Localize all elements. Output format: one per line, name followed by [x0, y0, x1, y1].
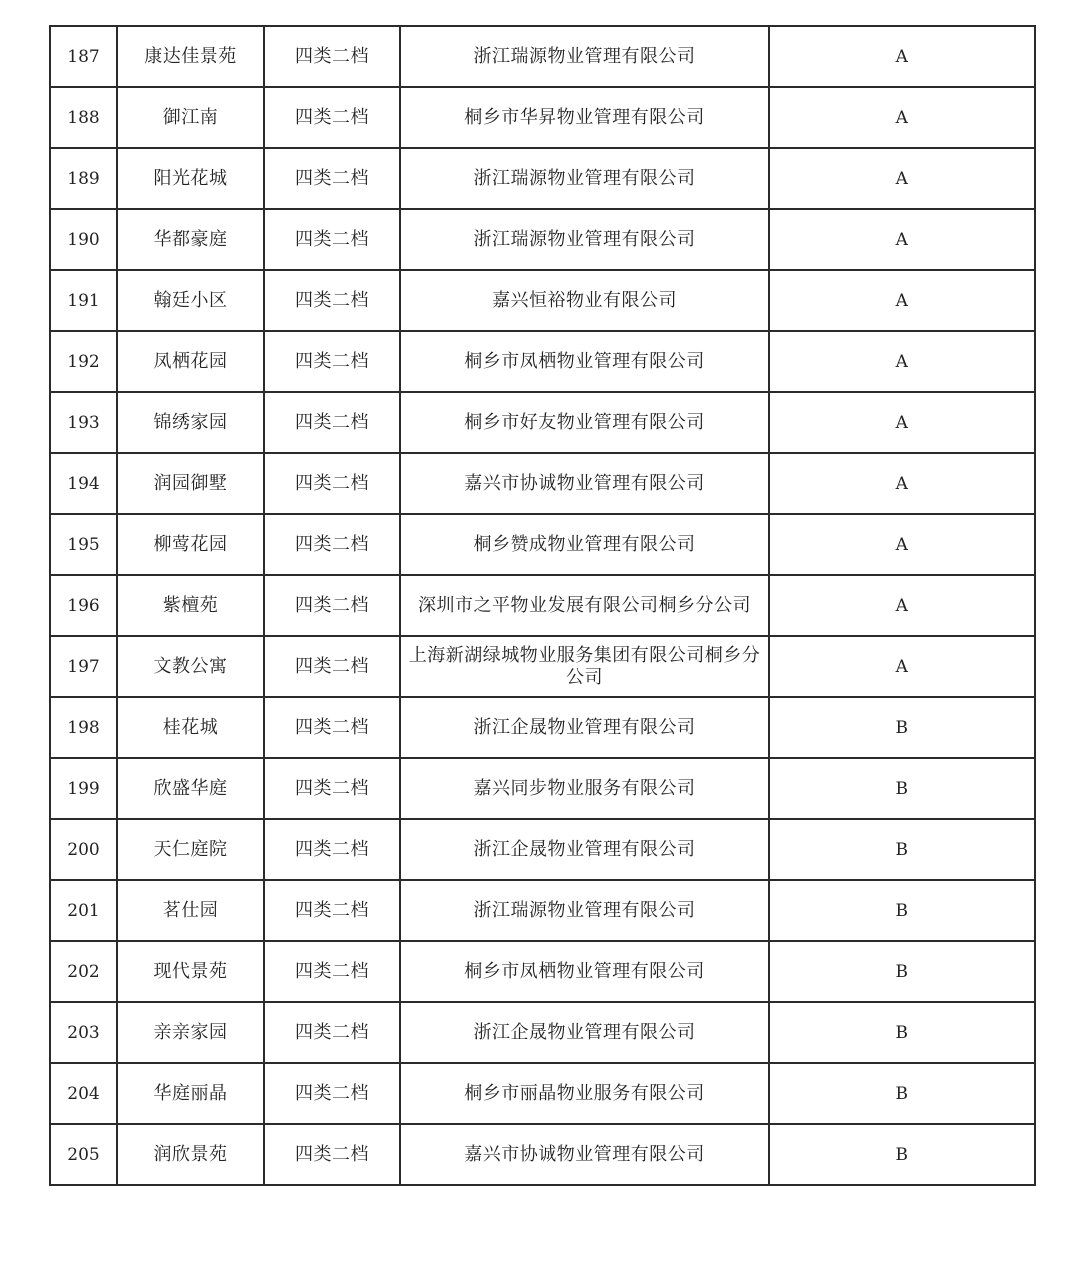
property-company-cell: 浙江企晟物业管理有限公司	[400, 697, 769, 758]
table-row	[50, 453, 1035, 514]
row-number-cell: 189	[50, 148, 117, 209]
community-name-cell: 御江南	[117, 87, 264, 148]
row-number-cell: 198	[50, 697, 117, 758]
row-number-cell: 193	[50, 392, 117, 453]
table-row	[50, 1002, 1035, 1063]
property-company-cell: 桐乡市凤栖物业管理有限公司	[400, 331, 769, 392]
table-row	[50, 880, 1035, 941]
property-company-cell: 桐乡赞成物业管理有限公司	[400, 514, 769, 575]
community-name-cell: 翰廷小区	[117, 270, 264, 331]
row-number-cell: 187	[50, 26, 117, 87]
grade-cell: A	[769, 514, 1035, 575]
property-company-cell: 桐乡市丽晶物业服务有限公司	[400, 1063, 769, 1124]
category-cell: 四类二档	[264, 514, 400, 575]
property-company-cell: 桐乡市凤栖物业管理有限公司	[400, 941, 769, 1002]
community-name-cell: 文教公寓	[117, 636, 264, 697]
grade-cell: A	[769, 26, 1035, 87]
grade-cell: A	[769, 453, 1035, 514]
grade-cell: A	[769, 331, 1035, 392]
table-row	[50, 392, 1035, 453]
row-number-cell: 204	[50, 1063, 117, 1124]
category-cell: 四类二档	[264, 453, 400, 514]
table-row	[50, 87, 1035, 148]
community-name-cell: 紫檀苑	[117, 575, 264, 636]
row-number-cell: 191	[50, 270, 117, 331]
property-company-cell: 嘉兴市协诚物业管理有限公司	[400, 453, 769, 514]
grade-cell: A	[769, 87, 1035, 148]
category-cell: 四类二档	[264, 26, 400, 87]
category-cell: 四类二档	[264, 819, 400, 880]
table-body	[50, 26, 1035, 1185]
property-company-cell: 上海新湖绿城物业服务集团有限公司桐乡分公司	[400, 636, 769, 697]
community-name-cell: 阳光花城	[117, 148, 264, 209]
table-row	[50, 941, 1035, 1002]
property-company-cell: 嘉兴市协诚物业管理有限公司	[400, 1124, 769, 1185]
row-number-cell: 192	[50, 331, 117, 392]
table-row	[50, 1063, 1035, 1124]
table-row	[50, 819, 1035, 880]
community-name-cell: 现代景苑	[117, 941, 264, 1002]
table-row	[50, 514, 1035, 575]
community-name-cell: 华都豪庭	[117, 209, 264, 270]
table-row	[50, 148, 1035, 209]
category-cell: 四类二档	[264, 880, 400, 941]
property-company-cell: 浙江瑞源物业管理有限公司	[400, 880, 769, 941]
property-company-cell: 浙江企晟物业管理有限公司	[400, 819, 769, 880]
table-row	[50, 331, 1035, 392]
category-cell: 四类二档	[264, 575, 400, 636]
row-number-cell: 196	[50, 575, 117, 636]
grade-cell: B	[769, 1002, 1035, 1063]
property-company-cell: 嘉兴恒裕物业有限公司	[400, 270, 769, 331]
property-company-cell: 浙江瑞源物业管理有限公司	[400, 209, 769, 270]
table-row	[50, 209, 1035, 270]
table-row	[50, 636, 1035, 697]
category-cell: 四类二档	[264, 331, 400, 392]
grade-cell: B	[769, 941, 1035, 1002]
property-company-cell: 浙江瑞源物业管理有限公司	[400, 26, 769, 87]
property-company-cell: 桐乡市华昇物业管理有限公司	[400, 87, 769, 148]
community-name-cell: 凤栖花园	[117, 331, 264, 392]
row-number-cell: 201	[50, 880, 117, 941]
community-name-cell: 华庭丽晶	[117, 1063, 264, 1124]
community-name-cell: 润园御墅	[117, 453, 264, 514]
row-number-cell: 205	[50, 1124, 117, 1185]
grade-cell: A	[769, 148, 1035, 209]
property-company-cell: 浙江瑞源物业管理有限公司	[400, 148, 769, 209]
grade-cell: B	[769, 1063, 1035, 1124]
community-name-cell: 亲亲家园	[117, 1002, 264, 1063]
table-row	[50, 26, 1035, 87]
table-row	[50, 575, 1035, 636]
category-cell: 四类二档	[264, 148, 400, 209]
community-name-cell: 天仁庭院	[117, 819, 264, 880]
category-cell: 四类二档	[264, 636, 400, 697]
category-cell: 四类二档	[264, 87, 400, 148]
grade-cell: B	[769, 697, 1035, 758]
category-cell: 四类二档	[264, 941, 400, 1002]
grade-cell: A	[769, 209, 1035, 270]
category-cell: 四类二档	[264, 758, 400, 819]
grade-cell: B	[769, 1124, 1035, 1185]
row-number-cell: 190	[50, 209, 117, 270]
row-number-cell: 188	[50, 87, 117, 148]
category-cell: 四类二档	[264, 1063, 400, 1124]
property-rating-table	[49, 25, 1036, 1186]
category-cell: 四类二档	[264, 1124, 400, 1185]
property-company-cell: 桐乡市好友物业管理有限公司	[400, 392, 769, 453]
category-cell: 四类二档	[264, 392, 400, 453]
table-row	[50, 1124, 1035, 1185]
property-company-cell: 浙江企晟物业管理有限公司	[400, 1002, 769, 1063]
category-cell: 四类二档	[264, 1002, 400, 1063]
row-number-cell: 197	[50, 636, 117, 697]
table-row	[50, 758, 1035, 819]
category-cell: 四类二档	[264, 270, 400, 331]
category-cell: 四类二档	[264, 209, 400, 270]
grade-cell: A	[769, 575, 1035, 636]
grade-cell: B	[769, 758, 1035, 819]
row-number-cell: 199	[50, 758, 117, 819]
community-name-cell: 柳莺花园	[117, 514, 264, 575]
community-name-cell: 茗仕园	[117, 880, 264, 941]
community-name-cell: 康达佳景苑	[117, 26, 264, 87]
table-row	[50, 697, 1035, 758]
property-company-cell: 嘉兴同步物业服务有限公司	[400, 758, 769, 819]
table-row	[50, 270, 1035, 331]
community-name-cell: 欣盛华庭	[117, 758, 264, 819]
grade-cell: A	[769, 636, 1035, 697]
community-name-cell: 锦绣家园	[117, 392, 264, 453]
row-number-cell: 195	[50, 514, 117, 575]
grade-cell: A	[769, 270, 1035, 331]
community-name-cell: 润欣景苑	[117, 1124, 264, 1185]
community-name-cell: 桂花城	[117, 697, 264, 758]
property-company-cell: 深圳市之平物业发展有限公司桐乡分公司	[400, 575, 769, 636]
row-number-cell: 194	[50, 453, 117, 514]
row-number-cell: 203	[50, 1002, 117, 1063]
grade-cell: A	[769, 392, 1035, 453]
row-number-cell: 202	[50, 941, 117, 1002]
grade-cell: B	[769, 819, 1035, 880]
row-number-cell: 200	[50, 819, 117, 880]
category-cell: 四类二档	[264, 697, 400, 758]
grade-cell: B	[769, 880, 1035, 941]
